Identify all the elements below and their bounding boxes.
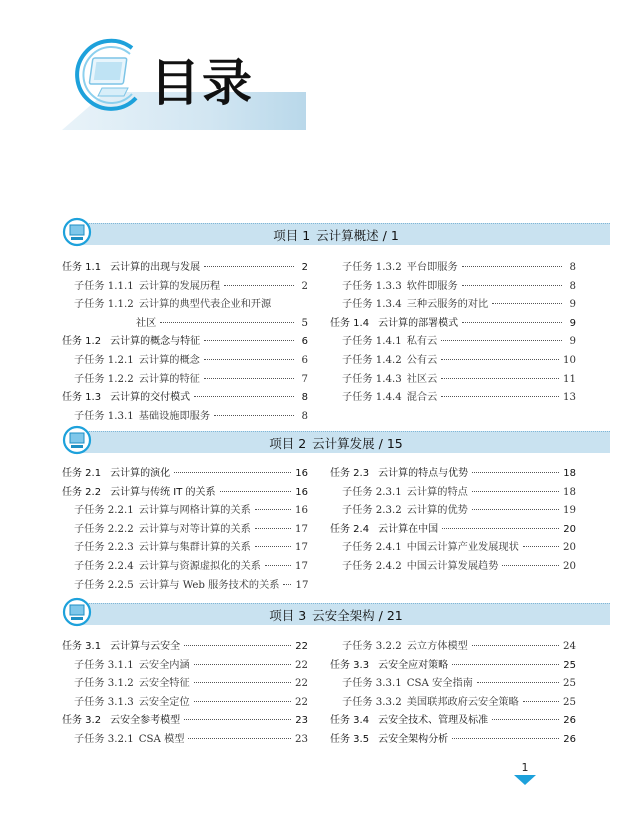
entry-title: 云计算与 Web 服务技术的关系 — [138, 579, 280, 591]
entry-number: 任务 1.1 — [62, 262, 102, 273]
entry-page-number: 16 — [295, 468, 308, 479]
dot-leader — [188, 738, 291, 739]
entry-page-number: 25 — [563, 678, 576, 690]
toc-subtask-entry[interactable] — [330, 388, 576, 407]
entry-number: 任务 2.4 — [330, 523, 370, 535]
toc-subtask-entry[interactable] — [62, 351, 308, 370]
entry-title: 云立方体模型 — [406, 641, 468, 652]
entry-number: 任务 3.1 — [62, 641, 102, 652]
entry-title: 云计算与网格计算的关系 — [138, 505, 251, 517]
toc-subtask-entry[interactable] — [330, 258, 576, 277]
section-title: 项目 3 云安全架构 / 21 — [269, 608, 403, 623]
toc-task-entry[interactable] — [330, 464, 576, 483]
dot-leader — [283, 584, 291, 585]
entry-number: 任务 1.3 — [62, 392, 102, 404]
entry-title: 云计算在中国 — [378, 523, 439, 535]
entry-title: 云计算与资源虚拟化的关系 — [138, 560, 261, 572]
toc-task-entry[interactable] — [62, 388, 308, 407]
entry-number: 子任务 2.4.2 — [342, 560, 402, 572]
entry-number: 子任务 2.3.2 — [342, 505, 402, 517]
entry-title: 混合云 — [406, 392, 438, 404]
entry-number: 子任务 1.4.1 — [342, 336, 402, 348]
entry-title: 云计算的特点 — [406, 486, 468, 498]
entry-number: 子任务 3.3.2 — [342, 696, 402, 708]
dot-leader — [472, 472, 559, 473]
dot-leader — [160, 322, 294, 323]
entry-title: 云计算与对等计算的关系 — [138, 523, 251, 535]
dot-leader — [265, 565, 291, 566]
entry-page-number: 6 — [301, 354, 308, 366]
toc-subtask-entry[interactable] — [62, 557, 308, 576]
dot-leader — [255, 528, 291, 529]
entry-number: 子任务 2.2.5 — [74, 579, 134, 591]
entry-page-number: 5 — [301, 317, 308, 329]
entry-number: 子任务 1.3.4 — [342, 299, 402, 311]
toc-task-entry[interactable] — [62, 332, 308, 351]
entry-number: 子任务 1.2.2 — [74, 373, 134, 385]
dot-leader — [194, 701, 291, 702]
dot-leader — [204, 266, 294, 267]
entry-page-number: 20 — [563, 542, 576, 554]
dot-leader — [452, 664, 559, 665]
entry-number: 子任务 3.1.3 — [74, 696, 134, 708]
page-marker-arrow-icon — [514, 775, 536, 785]
toc-subtask-entry[interactable] — [62, 730, 308, 749]
toc-task-entry[interactable] — [330, 520, 576, 539]
toc-subtask-entry[interactable] — [62, 277, 308, 296]
dot-leader — [502, 565, 559, 566]
entry-title: 云安全定位 — [138, 696, 190, 708]
toc-subtask-entry[interactable] — [330, 501, 576, 520]
entry-page-number: 16 — [295, 486, 308, 498]
toc-subtask-entry[interactable] — [62, 520, 308, 539]
entry-page-number: 23 — [295, 715, 308, 727]
dot-leader — [441, 359, 559, 360]
dot-leader — [462, 322, 562, 323]
dot-leader — [441, 378, 559, 379]
entry-title: 社区 — [136, 317, 157, 329]
dot-leader — [194, 396, 294, 397]
entry-number: 任务 2.3 — [330, 468, 370, 479]
dot-leader — [441, 340, 562, 341]
entry-page-number: 6 — [301, 336, 308, 348]
section-title: 项目 2 云计算发展 / 15 — [269, 436, 403, 451]
entry-number: 子任务 3.3.1 — [342, 678, 402, 690]
toc-column-right — [330, 637, 576, 749]
toc-subtask-entry[interactable] — [330, 674, 576, 693]
entry-page-number: 22 — [295, 641, 308, 652]
entry-title: 美国联邦政府云安全策略 — [406, 696, 519, 708]
entry-page-number: 18 — [563, 468, 576, 479]
dot-leader — [472, 645, 559, 646]
dot-leader — [204, 340, 294, 341]
entry-title: 云安全特征 — [138, 678, 190, 690]
entry-number: 子任务 3.2.2 — [342, 641, 402, 652]
entry-page-number: 2 — [301, 262, 308, 273]
entry-page-number: 22 — [295, 659, 308, 671]
toc-subtask-entry[interactable] — [62, 407, 308, 426]
entry-number: 子任务 1.4.3 — [342, 373, 402, 385]
section-header-project-2 — [62, 427, 610, 453]
entry-number: 子任务 2.4.1 — [342, 542, 402, 554]
entry-number: 子任务 1.4.2 — [342, 354, 402, 366]
toc-subtask-entry[interactable] — [330, 557, 576, 576]
entry-title: 云计算的特征 — [138, 373, 200, 385]
dot-leader — [184, 645, 291, 646]
entry-page-number: 11 — [563, 373, 576, 385]
entry-page-number: 25 — [563, 659, 576, 671]
dot-leader — [442, 528, 559, 529]
entry-title: 云计算的发展历程 — [138, 280, 221, 292]
entry-number: 子任务 3.1.1 — [74, 659, 134, 671]
entry-page-number: 8 — [301, 410, 308, 422]
toc-subtask-entry[interactable] — [330, 351, 576, 370]
entry-title: 云计算的优势 — [406, 505, 468, 517]
entry-number: 任务 3.5 — [330, 733, 370, 745]
entry-title: 云安全参考模型 — [110, 715, 181, 727]
entry-number: 子任务 2.2.2 — [74, 523, 134, 535]
entry-number: 子任务 3.2.1 — [74, 733, 134, 745]
entry-title: 云计算的概念 — [138, 354, 200, 366]
entry-title: 云计算的出现与发展 — [110, 262, 201, 273]
entry-title: 云计算的概念与特征 — [110, 336, 201, 348]
toc-task-entry[interactable] — [330, 656, 576, 675]
entry-page-number: 8 — [569, 262, 576, 273]
toc-task-entry[interactable] — [62, 483, 308, 502]
entry-title: 中国云计算发展趋势 — [406, 560, 499, 572]
dot-leader — [194, 664, 291, 665]
entry-page-number: 24 — [563, 641, 576, 652]
dot-leader — [492, 303, 562, 304]
entry-page-number: 25 — [563, 696, 576, 708]
toc-task-entry[interactable] — [62, 637, 308, 656]
section-title: 项目 1 云计算概述 / 1 — [273, 228, 399, 243]
dot-leader — [523, 546, 559, 547]
entry-number: 子任务 3.1.2 — [74, 678, 134, 690]
toc-subtask-entry[interactable] — [330, 637, 576, 656]
dot-leader — [204, 378, 294, 379]
section-header-project-3 — [62, 599, 610, 625]
toc-task-entry[interactable] — [62, 711, 308, 730]
dot-leader — [523, 701, 559, 702]
toc-task-entry[interactable] — [62, 464, 308, 483]
page-number: 1 — [521, 761, 529, 774]
entry-number: 子任务 1.3.1 — [74, 410, 134, 422]
entry-page-number: 23 — [295, 733, 308, 745]
entry-title: 三种云服务的对比 — [406, 299, 489, 311]
entry-page-number: 2 — [301, 280, 308, 292]
toc-task-entry[interactable] — [330, 730, 576, 749]
entry-page-number: 17 — [295, 579, 309, 591]
entry-page-number: 19 — [563, 505, 576, 517]
toc-subtask-entry[interactable] — [62, 576, 308, 595]
entry-number: 子任务 1.4.4 — [342, 392, 402, 404]
entry-page-number: 17 — [295, 523, 308, 535]
entry-title: 云安全应对策略 — [378, 659, 449, 671]
section-header-project-1 — [62, 219, 610, 245]
dot-leader — [194, 682, 291, 683]
entry-page-number: 9 — [569, 299, 576, 311]
entry-number: 任务 3.2 — [62, 715, 102, 727]
dot-leader — [224, 285, 294, 286]
toc-subtask-entry[interactable] — [330, 483, 576, 502]
entry-title: 云计算与传统 IT 的关系 — [110, 486, 216, 498]
toc-subtask-entry[interactable] — [62, 501, 308, 520]
entry-number: 任务 3.4 — [330, 715, 370, 727]
entry-page-number: 9 — [569, 336, 576, 348]
entry-title: 云计算的典型代表企业和开源 — [138, 299, 272, 311]
toc-column-left — [62, 258, 308, 425]
entry-page-number: 26 — [563, 733, 576, 745]
toc-subtask-entry[interactable] — [330, 332, 576, 351]
dot-leader — [214, 415, 294, 416]
toc-subtask-entry[interactable] — [62, 674, 308, 693]
computer-logo-icon — [70, 36, 152, 118]
dot-leader — [452, 738, 559, 739]
dot-leader — [220, 491, 292, 492]
entry-page-number: 7 — [301, 373, 308, 385]
entry-number: 子任务 1.2.1 — [74, 354, 134, 366]
entry-page-number: 17 — [295, 542, 308, 554]
entry-number: 任务 2.1 — [62, 468, 102, 479]
toc-subtask-entry[interactable] — [330, 277, 576, 296]
entry-number: 子任务 1.1.2 — [74, 299, 134, 311]
entry-title: CSA 模型 — [138, 733, 185, 745]
entry-title: 云计算的特点与优势 — [378, 468, 469, 479]
entry-page-number: 16 — [295, 505, 308, 517]
dot-leader — [472, 491, 559, 492]
dot-leader — [462, 266, 562, 267]
entry-title: 社区云 — [406, 373, 438, 385]
dot-leader — [441, 396, 559, 397]
toc-subtask-entry[interactable] — [62, 314, 308, 333]
entry-page-number: 10 — [563, 354, 576, 366]
entry-page-number: 26 — [563, 715, 576, 727]
toc-column-left — [62, 464, 308, 594]
dot-leader — [477, 682, 559, 683]
entry-page-number: 8 — [569, 280, 576, 292]
toc-column-right — [330, 258, 576, 407]
toc-subtask-entry[interactable] — [62, 538, 308, 557]
entry-page-number: 9 — [569, 317, 576, 329]
entry-title: 云安全技术、管理及标准 — [378, 715, 489, 727]
entry-title: 基础设施即服务 — [138, 410, 211, 422]
entry-title: 云计算的演化 — [110, 468, 171, 479]
page-title: 目录 — [150, 54, 254, 112]
entry-title: 云计算与云安全 — [110, 641, 181, 652]
entry-title: 云计算的部署模式 — [378, 317, 459, 329]
entry-page-number: 22 — [295, 678, 308, 690]
entry-number: 子任务 2.2.1 — [74, 505, 134, 517]
toc-subtask-entry[interactable] — [62, 656, 308, 675]
entry-page-number: 13 — [563, 392, 576, 404]
entry-number: 任务 3.3 — [330, 659, 370, 671]
toc-task-entry[interactable] — [62, 258, 308, 277]
entry-page-number: 20 — [563, 560, 576, 572]
toc-column-left — [62, 637, 308, 749]
toc-subtask-entry[interactable] — [62, 370, 308, 389]
toc-task-entry[interactable] — [330, 314, 576, 333]
dot-leader — [255, 509, 291, 510]
toc-subtask-entry[interactable] — [62, 693, 308, 712]
entry-page-number: 20 — [563, 523, 576, 535]
entry-number: 任务 2.2 — [62, 486, 102, 498]
entry-title: 中国云计算产业发展现状 — [406, 542, 519, 554]
toc-subtask-entry[interactable] — [330, 693, 576, 712]
toc-subtask-entry[interactable] — [62, 295, 308, 314]
entry-page-number: 18 — [563, 486, 576, 498]
entry-number: 子任务 2.3.1 — [342, 486, 402, 498]
entry-number: 子任务 1.3.3 — [342, 280, 402, 292]
entry-number: 子任务 2.2.3 — [74, 542, 134, 554]
entry-title: CSA 安全指南 — [406, 678, 473, 690]
entry-number: 子任务 1.1.1 — [74, 280, 134, 292]
dot-leader — [255, 546, 291, 547]
toc-column-right — [330, 464, 576, 576]
entry-title: 云计算的交付模式 — [110, 392, 191, 404]
entry-title: 私有云 — [406, 336, 438, 348]
entry-page-number: 17 — [295, 560, 308, 572]
toc-subtask-entry[interactable] — [330, 538, 576, 557]
toc-subtask-entry[interactable] — [330, 370, 576, 389]
entry-title: 云安全内涵 — [138, 659, 190, 671]
entry-title: 云安全架构分析 — [378, 733, 449, 745]
entry-title: 平台即服务 — [406, 262, 458, 273]
dot-leader — [174, 472, 291, 473]
entry-number: 任务 1.4 — [330, 317, 370, 329]
entry-number: 任务 1.2 — [62, 336, 102, 348]
dot-leader — [204, 359, 294, 360]
entry-page-number: 8 — [301, 392, 308, 404]
toc-subtask-entry[interactable] — [330, 295, 576, 314]
entry-title: 云计算与集群计算的关系 — [138, 542, 251, 554]
dot-leader — [472, 509, 559, 510]
entry-page-number: 22 — [295, 696, 308, 708]
entry-title: 公有云 — [406, 354, 438, 366]
entry-number: 子任务 2.2.4 — [74, 560, 134, 572]
toc-task-entry[interactable] — [330, 711, 576, 730]
dot-leader — [184, 719, 291, 720]
dot-leader — [492, 719, 559, 720]
entry-number: 子任务 1.3.2 — [342, 262, 402, 273]
entry-title: 软件即服务 — [406, 280, 458, 292]
dot-leader — [462, 285, 562, 286]
